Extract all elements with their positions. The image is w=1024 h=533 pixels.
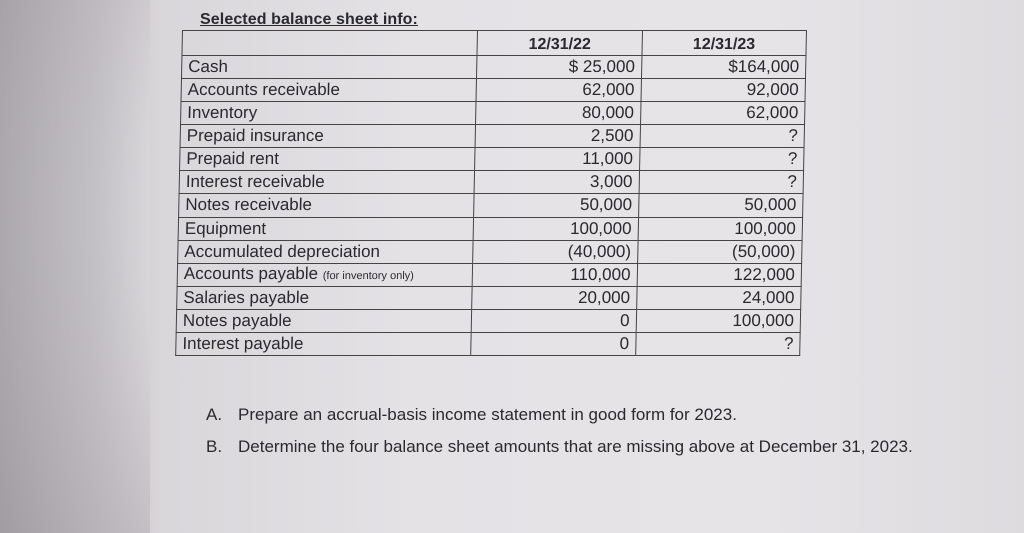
row-label-cell (179, 171, 475, 194)
table-row (177, 286, 801, 309)
row-label-cell (181, 56, 477, 79)
value-2022: 0 (471, 332, 636, 355)
table-row (176, 332, 800, 355)
row-label-note: (for inventory only) (322, 269, 415, 282)
table-header-row (182, 31, 807, 56)
page-title: Selected balance sheet info: (200, 11, 418, 28)
row-label-cell (177, 263, 473, 286)
value-2023: $164,000 (641, 56, 806, 79)
questions (206, 404, 966, 468)
value-2023: 100,000 (638, 217, 803, 240)
row-label-cell (181, 102, 477, 125)
row-label-cell (180, 125, 476, 148)
value-2022: 62,000 (476, 79, 641, 102)
table-row (179, 171, 803, 194)
table-row (181, 79, 805, 102)
row-label: Accounts payable (183, 263, 319, 283)
value-2023: 24,000 (636, 286, 801, 309)
row-label: Notes receivable (185, 195, 313, 215)
value-2023: ? (635, 332, 800, 355)
value-2022: 2,500 (475, 125, 640, 148)
value-2022: 110,000 (472, 263, 637, 286)
row-label-cell (176, 309, 472, 332)
value-2022: 20,000 (472, 286, 637, 309)
page-shadow (0, 0, 160, 533)
table-row (177, 263, 801, 286)
row-label: Accounts receivable (187, 80, 341, 100)
table-row (178, 240, 802, 263)
row-label: Prepaid rent (186, 149, 280, 169)
row-label: Interest payable (182, 333, 304, 353)
value-2023: 62,000 (640, 102, 805, 125)
value-2022: 3,000 (474, 171, 639, 194)
value-2023: 100,000 (636, 309, 801, 332)
row-label: Equipment (184, 218, 267, 238)
question-letter: A. (206, 405, 223, 424)
value-2023: ? (639, 171, 804, 194)
value-2023: ? (639, 148, 804, 171)
value-2022: 100,000 (473, 217, 638, 240)
value-2023: 92,000 (641, 79, 806, 102)
row-label: Accumulated depreciation (184, 241, 381, 261)
row-label-cell (179, 194, 475, 217)
table-row (180, 125, 804, 148)
value-2023: (50,000) (637, 240, 802, 263)
header-blank-cell (182, 31, 478, 56)
question-letter: B. (206, 437, 223, 456)
value-2023: ? (640, 125, 805, 148)
row-label: Notes payable (182, 310, 292, 330)
row-label-cell (181, 79, 477, 102)
question-text: Prepare an accrual-basis income statement in good form for 2023. (238, 405, 737, 424)
value-2022: 0 (472, 309, 637, 332)
value-2023: 50,000 (638, 194, 803, 217)
question-b (206, 436, 966, 458)
question-a (206, 404, 966, 426)
row-label-cell (176, 332, 472, 355)
table-row (176, 309, 800, 332)
row-label-cell (180, 148, 476, 171)
column-header-2023: 12/31/23 (642, 31, 807, 56)
value-2022: 50,000 (474, 194, 639, 217)
value-2022: 11,000 (475, 148, 640, 171)
balance-sheet-table (175, 30, 807, 356)
value-2023: 122,000 (637, 263, 802, 286)
row-label: Inventory (187, 103, 258, 123)
row-label-cell (178, 240, 474, 263)
row-label: Interest receivable (185, 172, 325, 192)
table-row (180, 148, 804, 171)
value-2022: $ 25,000 (477, 56, 642, 79)
row-label-cell (178, 217, 474, 240)
table-row (178, 217, 802, 240)
table-row (181, 102, 805, 125)
row-label: Prepaid insurance (186, 126, 325, 146)
balance-sheet-table-container (175, 30, 807, 356)
value-2022: (40,000) (473, 240, 638, 263)
table-row (181, 56, 805, 79)
row-label-cell (177, 286, 473, 309)
column-header-2022: 12/31/22 (477, 31, 642, 56)
value-2022: 80,000 (476, 102, 641, 125)
question-text: Determine the four balance sheet amounts that are missing above at December 31, 2023. (238, 437, 913, 456)
row-label: Cash (188, 57, 229, 77)
row-label: Salaries payable (183, 287, 310, 307)
table-row (179, 194, 803, 217)
